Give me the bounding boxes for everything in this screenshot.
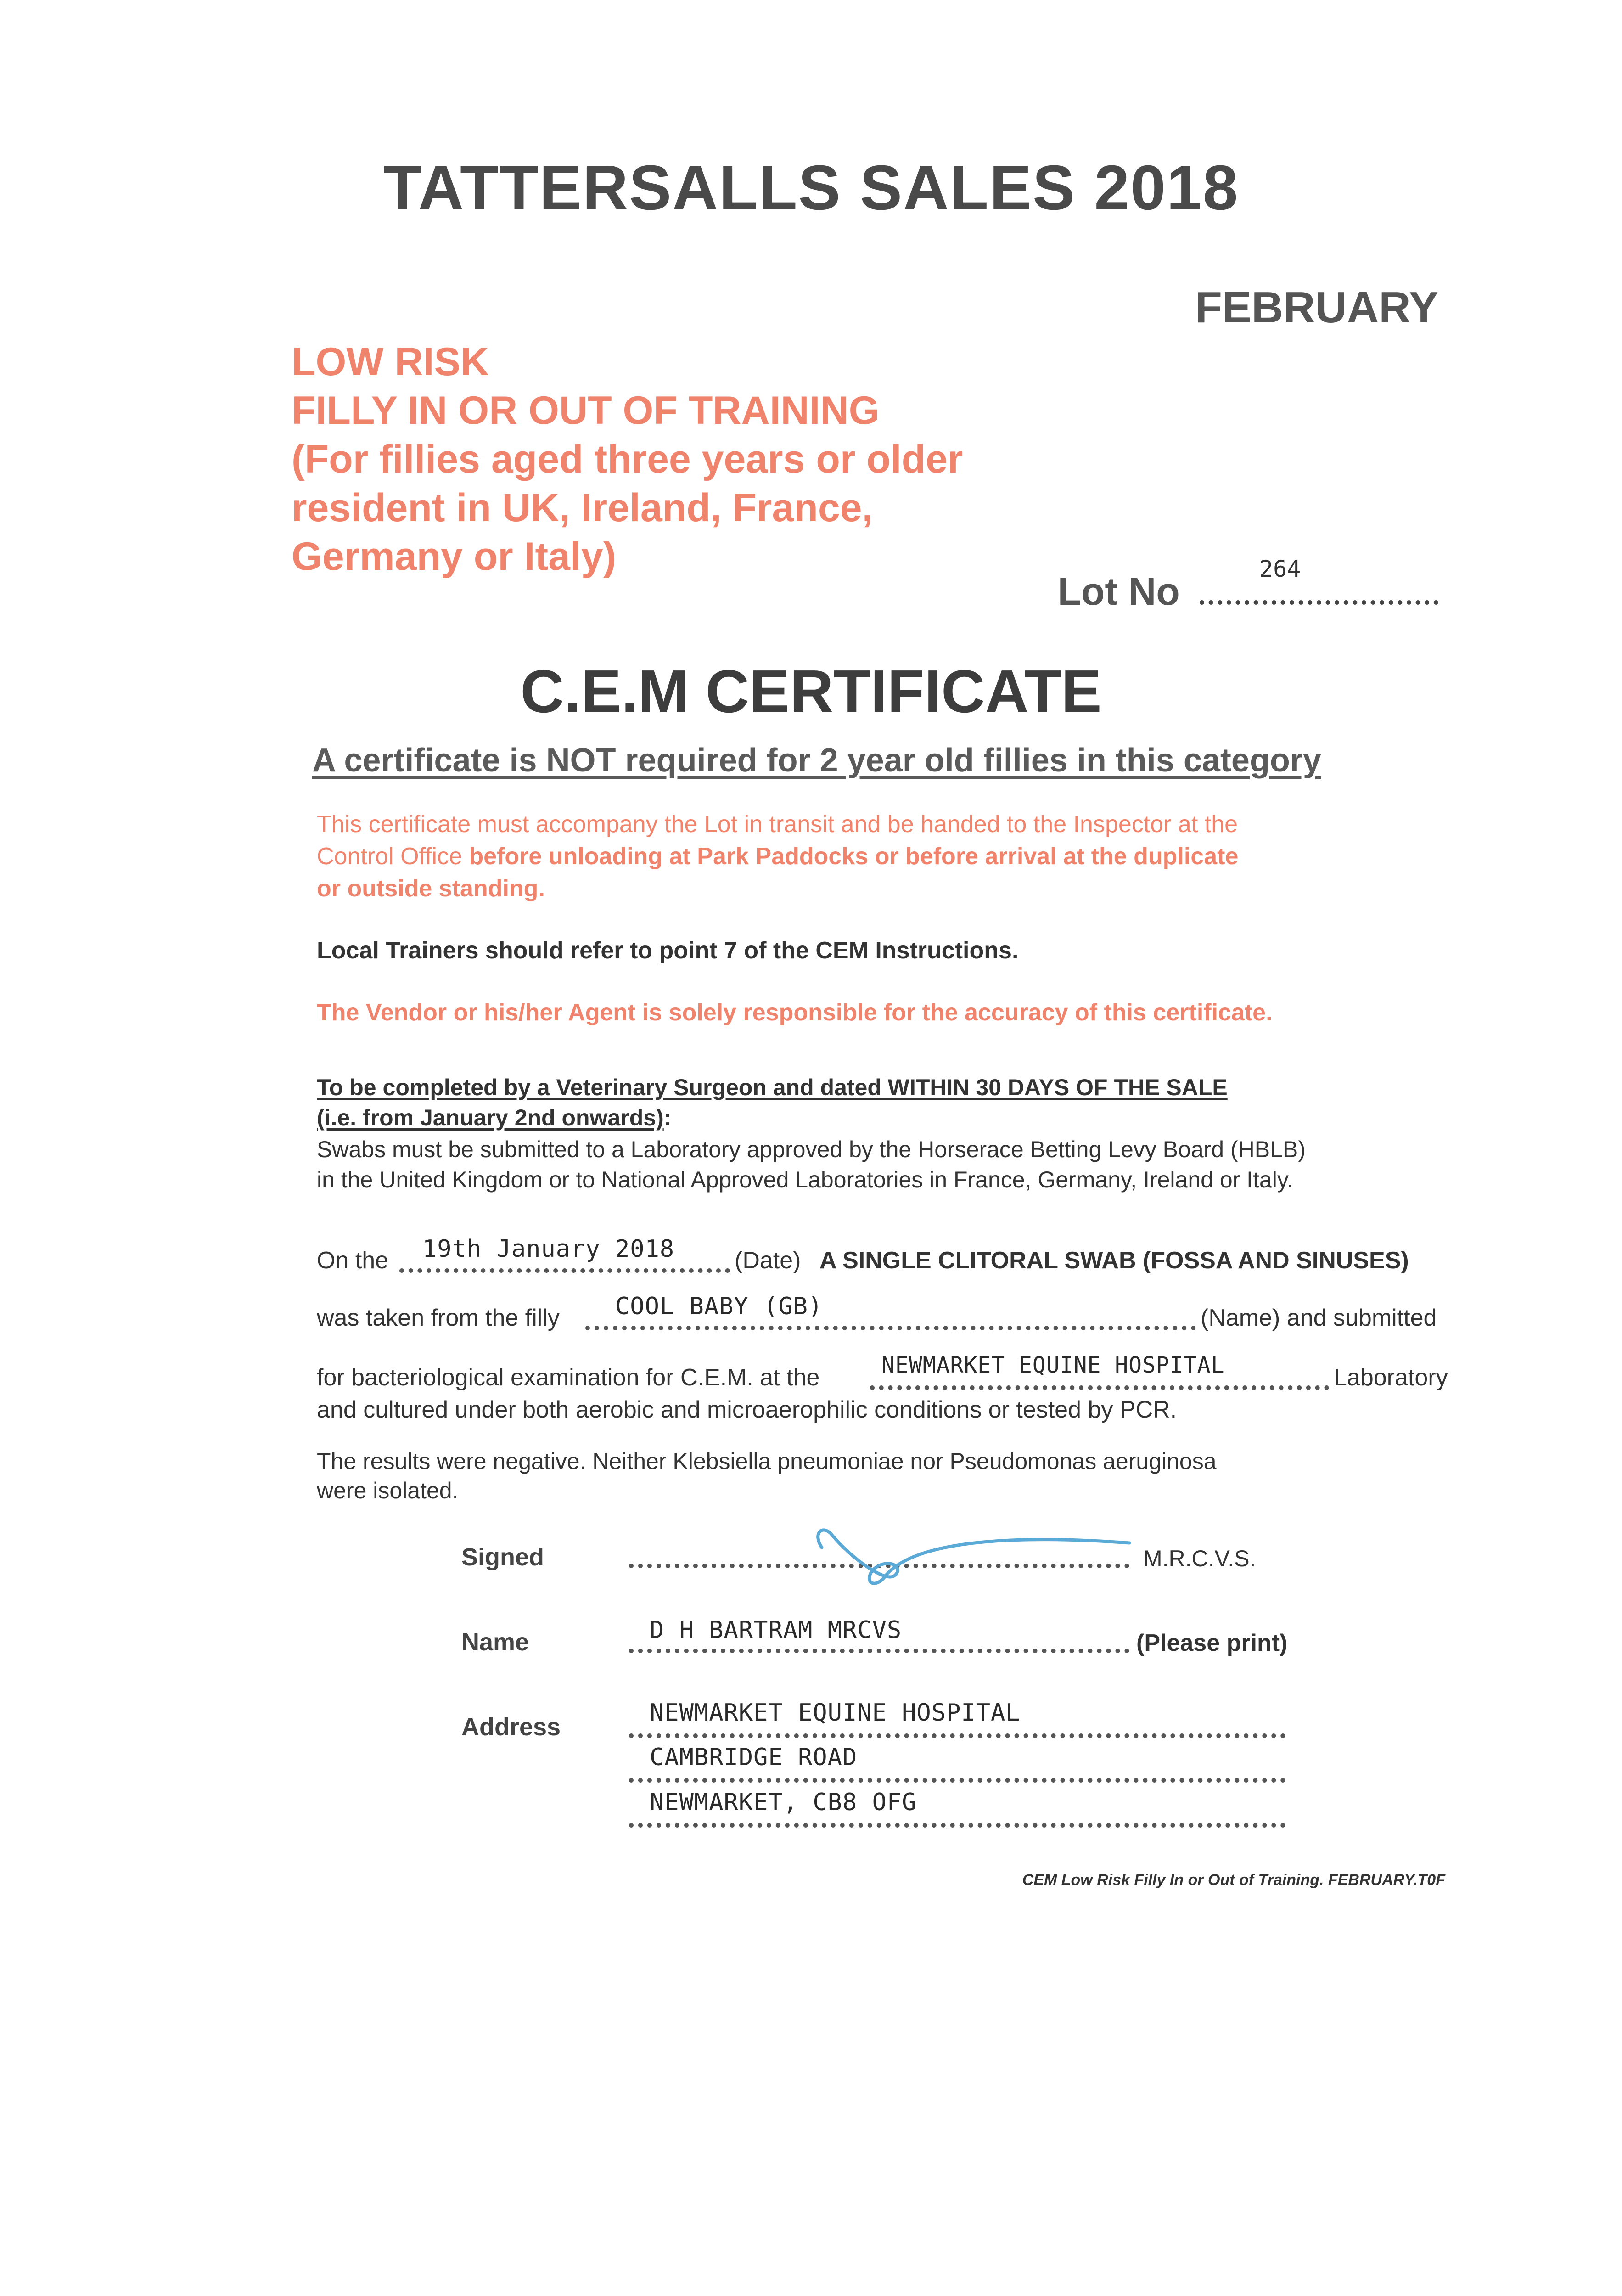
date-dotted-line xyxy=(399,1268,730,1273)
vet-heading-line: To be completed by a Veterinary Surgeon and dated WITHIN 30 DAYS OF THE SALE xyxy=(317,1075,1228,1100)
transit-line-bold: or outside standing. xyxy=(317,875,545,902)
date-suffix: (Date) xyxy=(735,1247,801,1274)
swab-type-text: A SINGLE CLITORAL SWAB (FOSSA AND SINUSES) xyxy=(819,1247,1409,1274)
address-line[interactable]: NEWMARKET, CB8 OFG xyxy=(650,1789,917,1816)
results-text xyxy=(317,1446,1217,1505)
laboratory-suffix: Laboratory xyxy=(1334,1364,1448,1391)
address-dotted-line xyxy=(629,1778,1285,1783)
lot-value: 264 xyxy=(1259,556,1301,582)
lab-dotted-line xyxy=(870,1385,1329,1390)
document-title: TATTERSALLS SALES 2018 xyxy=(383,152,1239,223)
mrcvs-suffix: M.R.C.V.S. xyxy=(1143,1546,1256,1571)
transit-line: Control Office xyxy=(317,843,469,870)
certificate-title: C.E.M CERTIFICATE xyxy=(520,658,1102,725)
name-label: Name xyxy=(461,1628,529,1656)
category-line: (For fillies aged three years or older xyxy=(292,437,963,481)
lot-number xyxy=(1057,556,1438,614)
category-line: resident in UK, Ireland, France, xyxy=(292,486,873,530)
vet-heading-colon: : xyxy=(663,1105,672,1131)
swab-instructions xyxy=(317,1134,1306,1195)
category-block xyxy=(292,338,963,581)
name-dotted-line xyxy=(629,1649,1129,1653)
filly-name-value[interactable]: COOL BABY (GB) xyxy=(615,1293,823,1320)
date-value[interactable]: 19th January 2018 xyxy=(422,1235,675,1263)
sale-month: FEBRUARY xyxy=(1195,283,1438,332)
on-the-label: On the xyxy=(317,1247,389,1274)
swab-line: Swabs must be submitted to a Laboratory approved by the Horserace Betting Levy Board (HBLB) xyxy=(317,1137,1306,1162)
address-label: Address xyxy=(461,1713,561,1741)
footer-reference: CEM Low Risk Filly In or Out of Training. FEBRUARY.T0F xyxy=(1022,1871,1445,1889)
signature-scribble-icon xyxy=(808,1515,1139,1598)
bacteriological-label: for bacteriological examination for C.E.M. at the xyxy=(317,1364,820,1391)
transit-line-bold: before unloading at Park Paddocks or before arrival at the duplicate xyxy=(469,843,1239,870)
please-print-label: (Please print) xyxy=(1136,1630,1288,1656)
name-submitted-label: (Name) and submitted xyxy=(1201,1305,1437,1331)
address-line[interactable]: CAMBRIDGE ROAD xyxy=(650,1744,858,1771)
not-required-notice: A certificate is NOT required for 2 year old fillies in this category xyxy=(312,742,1321,779)
vet-instructions-heading xyxy=(317,1072,1228,1133)
swab-line: in the United Kingdom or to National Approved Laboratories in France, Germany, Ireland or Italy. xyxy=(317,1167,1294,1193)
cultured-line: and cultured under both aerobic and microaerophilic conditions or tested by PCR. xyxy=(317,1396,1177,1423)
results-line: were isolated. xyxy=(317,1478,459,1503)
results-line: The results were negative. Neither Klebsiella pneumoniae nor Pseudomonas aeruginosa xyxy=(317,1448,1217,1474)
category-line: FILLY IN OR OUT OF TRAINING xyxy=(292,388,880,433)
vet-name-value[interactable]: D H BARTRAM MRCVS xyxy=(650,1616,902,1644)
vendor-responsibility-note: The Vendor or his/her Agent is solely responsible for the accuracy of this certificate. xyxy=(317,999,1273,1026)
laboratory-value[interactable]: NEWMARKET EQUINE HOSPITAL xyxy=(881,1352,1225,1378)
transit-line: This certificate must accompany the Lot in transit and be handed to the Inspector at the xyxy=(317,811,1238,838)
lot-label: Lot No xyxy=(1057,570,1180,613)
address-line[interactable]: NEWMARKET EQUINE HOSPITAL xyxy=(650,1699,1021,1727)
address-dotted-line xyxy=(629,1733,1285,1738)
category-line: Germany or Italy) xyxy=(292,535,617,579)
category-line: LOW RISK xyxy=(292,340,489,384)
filly-dotted-line xyxy=(585,1326,1196,1330)
vet-heading-line: (i.e. from January 2nd onwards) xyxy=(317,1105,664,1131)
transit-instructions xyxy=(317,808,1238,905)
taken-from-label: was taken from the filly xyxy=(317,1305,560,1331)
address-dotted-line xyxy=(629,1823,1285,1828)
local-trainers-note: Local Trainers should refer to point 7 of the CEM Instructions. xyxy=(317,937,1019,964)
signed-label: Signed xyxy=(461,1543,544,1571)
